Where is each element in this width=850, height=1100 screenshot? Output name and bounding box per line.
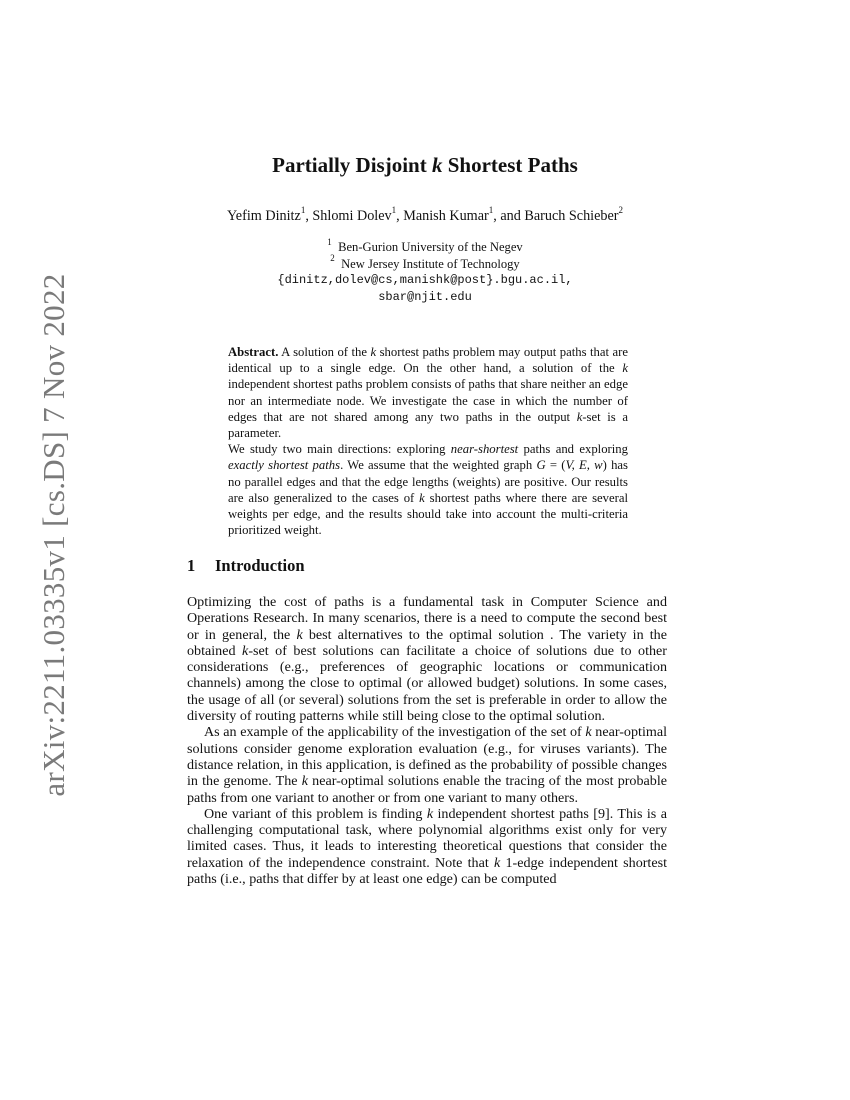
paper-title: Partially Disjoint k Shortest Paths <box>272 153 578 177</box>
affiliations <box>0 236 850 305</box>
arxiv-identifier-sidebar: arXiv:2211.03335v1 [cs.DS] 7 Nov 2022 <box>36 273 71 797</box>
author: Yefim Dinitz <box>226 208 301 224</box>
section-heading-introduction <box>187 556 305 576</box>
abstract <box>228 344 628 538</box>
body-paragraph: Optimizing the cost of paths is a fundamental task in Computer Science and Operations Research. In many scenarios, there is a need to compute the second best or in general, the k best alternatives to the optimal solution . The variety in the obtained k-set of best solutions can facilitate a choice of solutions due to other considerations (e.g., preferences of geographic locations or communication channels) among the close to optimal (or allowed budget) solutions. In some cases, the usage of all (or several) solutions from the set is preferable in order to allow the diversity of routing patterns while still being close to the optimal solution. <box>187 594 667 725</box>
author: Baruch Schieber <box>524 208 619 224</box>
abstract-paragraph: Abstract. A solution of the k shortest paths problem may output paths that are identical up to a single edge. On the other hand, a solution of the k independent shortest paths problem consists of paths that share neither an edge nor an intermediate node. We investigate the case in which the number of edges that are not shared among any two paths in the output k-set is a parameter. <box>228 345 628 441</box>
email-line: sbar@njit.edu <box>378 289 472 304</box>
affiliation-line: $^1$ Ben-Gurion University of the Negev <box>327 236 523 254</box>
abstract-paragraph: We study two main directions: exploring near-shortest paths and exploring exactly shortest paths. We assume that the weighted graph G = (V, E, w) has no parallel edges and that the edge lengths (weights) are positive. Our results are also generalized to the cases of k shortest paths where there are several weights per edge, and the results should take into account the multi-criteria prioritized weight. <box>228 442 628 538</box>
body-text <box>187 594 667 887</box>
author-list: Yefim Dinitz$^1$, Shlomi Dolev$^1$, Manish Kumar$^1$, and Baruch Schieber$^2$ <box>226 205 624 224</box>
abstract-label: Abstract. <box>228 345 279 359</box>
title-k-variable: k <box>431 153 443 177</box>
email-line: {dinitz,dolev@cs,manishk@post}.bgu.ac.il, <box>277 273 573 287</box>
body-paragraph: One variant of this problem is finding k independent shortest paths [9]. This is a challenging computational task, where polynomial algorithms exist only for very limited cases. Thus, it leads to interesting theoretical questions that consider the relaxation of the independence constraint. Note that k 1-edge independent shortest paths (i.e., paths that differ by at least one edge) can be computed <box>187 805 668 888</box>
author: Manish Kumar <box>403 208 489 224</box>
section-title: Introduction <box>215 556 305 575</box>
author: Shlomi Dolev <box>312 208 392 224</box>
affiliation-line: $^2$ New Jersey Institute of Technology <box>330 253 520 271</box>
section-number: 1 <box>187 556 196 575</box>
body-paragraph: As an example of the applicability of the investigation of the set of k near-optimal solutions consider genome exploration evaluation (e.g., for viruses variants). The distance relation, in this application, is defined as the probability of possible changes in the genome. The k near-optimal solutions enable the tracing of the most probable paths from one variant to another or from one variant to many others. <box>187 724 667 806</box>
